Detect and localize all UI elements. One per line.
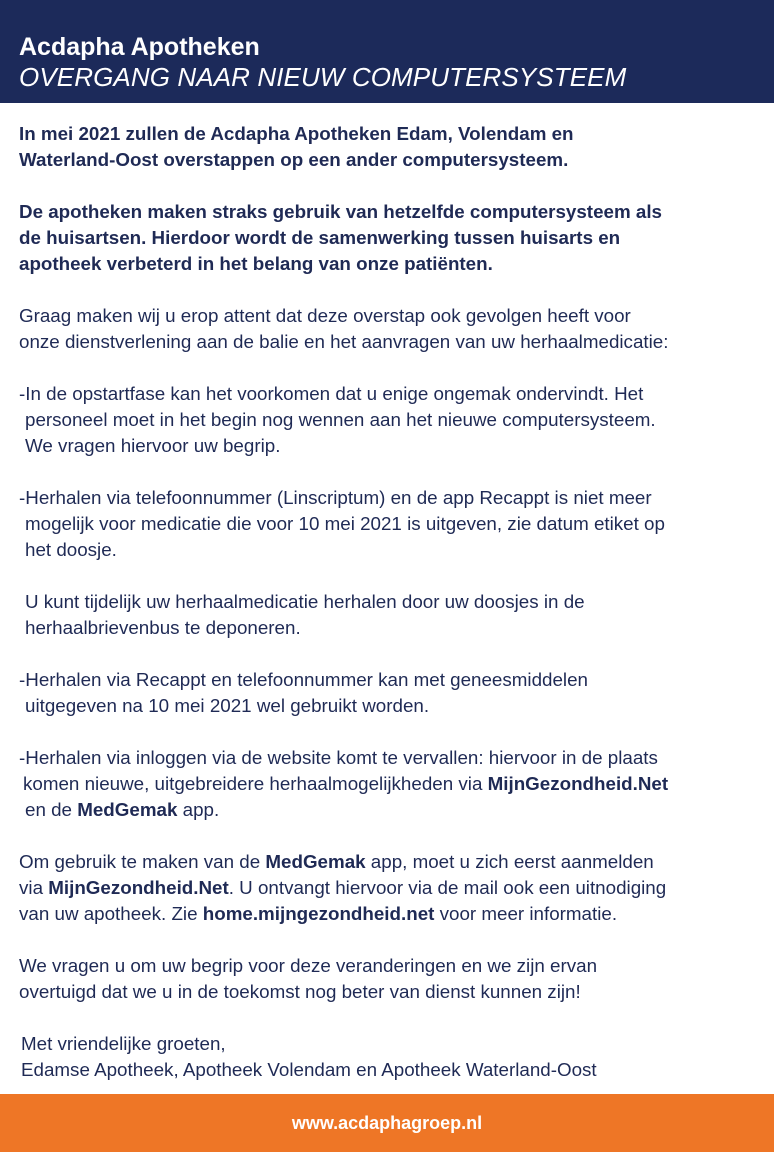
page-header	[0, 0, 774, 103]
mijngezondheid-mention: MijnGezondheid.Net	[48, 877, 229, 898]
signature-line: Edamse Apotheek, Apotheek Volendam en Apotheek Waterland-Oost	[21, 1059, 597, 1080]
bullet-line: en de MedGemak app.	[25, 799, 220, 820]
bullet-line: -Herhalen via inloggen via de website komt te vervallen: hiervoor in de plaats	[19, 747, 658, 768]
paragraph-line: Graag maken wij u erop attent dat deze overstap ook gevolgen heeft voor	[19, 305, 631, 326]
closing-greeting	[19, 1031, 764, 1083]
shared-system-paragraph	[19, 199, 764, 277]
bullet-line: U kunt tijdelijk uw herhaalmedicatie herhalen door uw doosjes in de	[25, 591, 585, 612]
bullet-recappt	[19, 667, 764, 719]
paragraph-line: overtuigd dat we u in de toekomst nog beter van dienst kunnen zijn!	[19, 981, 581, 1002]
paragraph-line: via MijnGezondheid.Net. U ontvangt hiervoor via de mail ook een uitnodiging	[19, 877, 667, 898]
bullet-line: het doosje.	[25, 539, 117, 560]
medgemak-mention: MedGemak	[265, 851, 366, 872]
intro-line: In mei 2021 zullen de Acdapha Apotheken Edam, Volendam en	[19, 123, 574, 144]
bullet-line: -Herhalen via telefoonnummer (Linscriptum) en de app Recappt is niet meer	[19, 487, 652, 508]
consequences-paragraph	[19, 303, 764, 355]
paragraph-line: de huisartsen. Hierdoor wordt de samenwerking tussen huisarts en	[19, 227, 621, 248]
bullet-phone-repeat	[19, 485, 764, 641]
paragraph-line: van uw apotheek. Zie home.mijngezondheid.net voor meer informatie.	[19, 903, 618, 924]
paragraph-line: De apotheken maken straks gebruik van hetzelfde computersysteem als	[19, 201, 662, 222]
bullet-website-login	[19, 745, 764, 823]
bullet-line: personeel moet in het begin nog wennen aan het nieuwe computersysteem.	[25, 409, 656, 430]
medgemak-paragraph	[19, 849, 764, 927]
page-footer	[0, 1094, 774, 1152]
greeting-line: Met vriendelijke groeten,	[21, 1033, 226, 1054]
website-mention: home.mijngezondheid.net	[202, 903, 435, 924]
page-subtitle: OVERGANG NAAR NIEUW COMPUTERSYSTEEM	[19, 62, 627, 92]
bullet-line: -Herhalen via Recappt en telefoonnummer kan met geneesmiddelen	[19, 669, 588, 690]
bullet-line: komen nieuwe, uitgebreidere herhaalmogelijkheden via MijnGezondheid.Net	[23, 773, 669, 794]
intro-paragraph	[19, 121, 764, 173]
paragraph-line: Om gebruik te maken van de MedGemak app, moet u zich eerst aanmelden	[19, 851, 654, 872]
letter-body	[19, 121, 764, 1083]
medgemak-mention: MedGemak	[77, 799, 178, 820]
bullet-line: mogelijk voor medicatie die voor 10 mei 2021 is uitgeven, zie datum etiket op	[25, 513, 665, 534]
intro-line: Waterland-Oost overstappen op een ander computersysteem.	[19, 149, 569, 170]
bullet-line: herhaalbrievenbus te deponeren.	[25, 617, 301, 638]
bullet-startup	[19, 381, 764, 459]
organization-name: Acdapha Apotheken	[19, 33, 260, 61]
website-url: www.acdaphagroep.nl	[291, 1113, 483, 1133]
paragraph-line: apotheek verbeterd in het belang van onze patiënten.	[19, 253, 493, 274]
paragraph-line: We vragen u om uw begrip voor deze veranderingen en we zijn ervan	[19, 955, 598, 976]
bullet-line: -In de opstartfase kan het voorkomen dat u enige ongemak ondervindt. Het	[19, 383, 644, 404]
bullet-line: uitgegeven na 10 mei 2021 wel gebruikt worden.	[25, 695, 430, 716]
mijngezondheid-mention: MijnGezondheid.Net	[487, 773, 669, 794]
bullet-line: We vragen hiervoor uw begrip.	[25, 435, 281, 456]
understanding-paragraph	[19, 953, 764, 1005]
paragraph-line: onze dienstverlening aan de balie en het aanvragen van uw herhaalmedicatie:	[19, 331, 669, 352]
